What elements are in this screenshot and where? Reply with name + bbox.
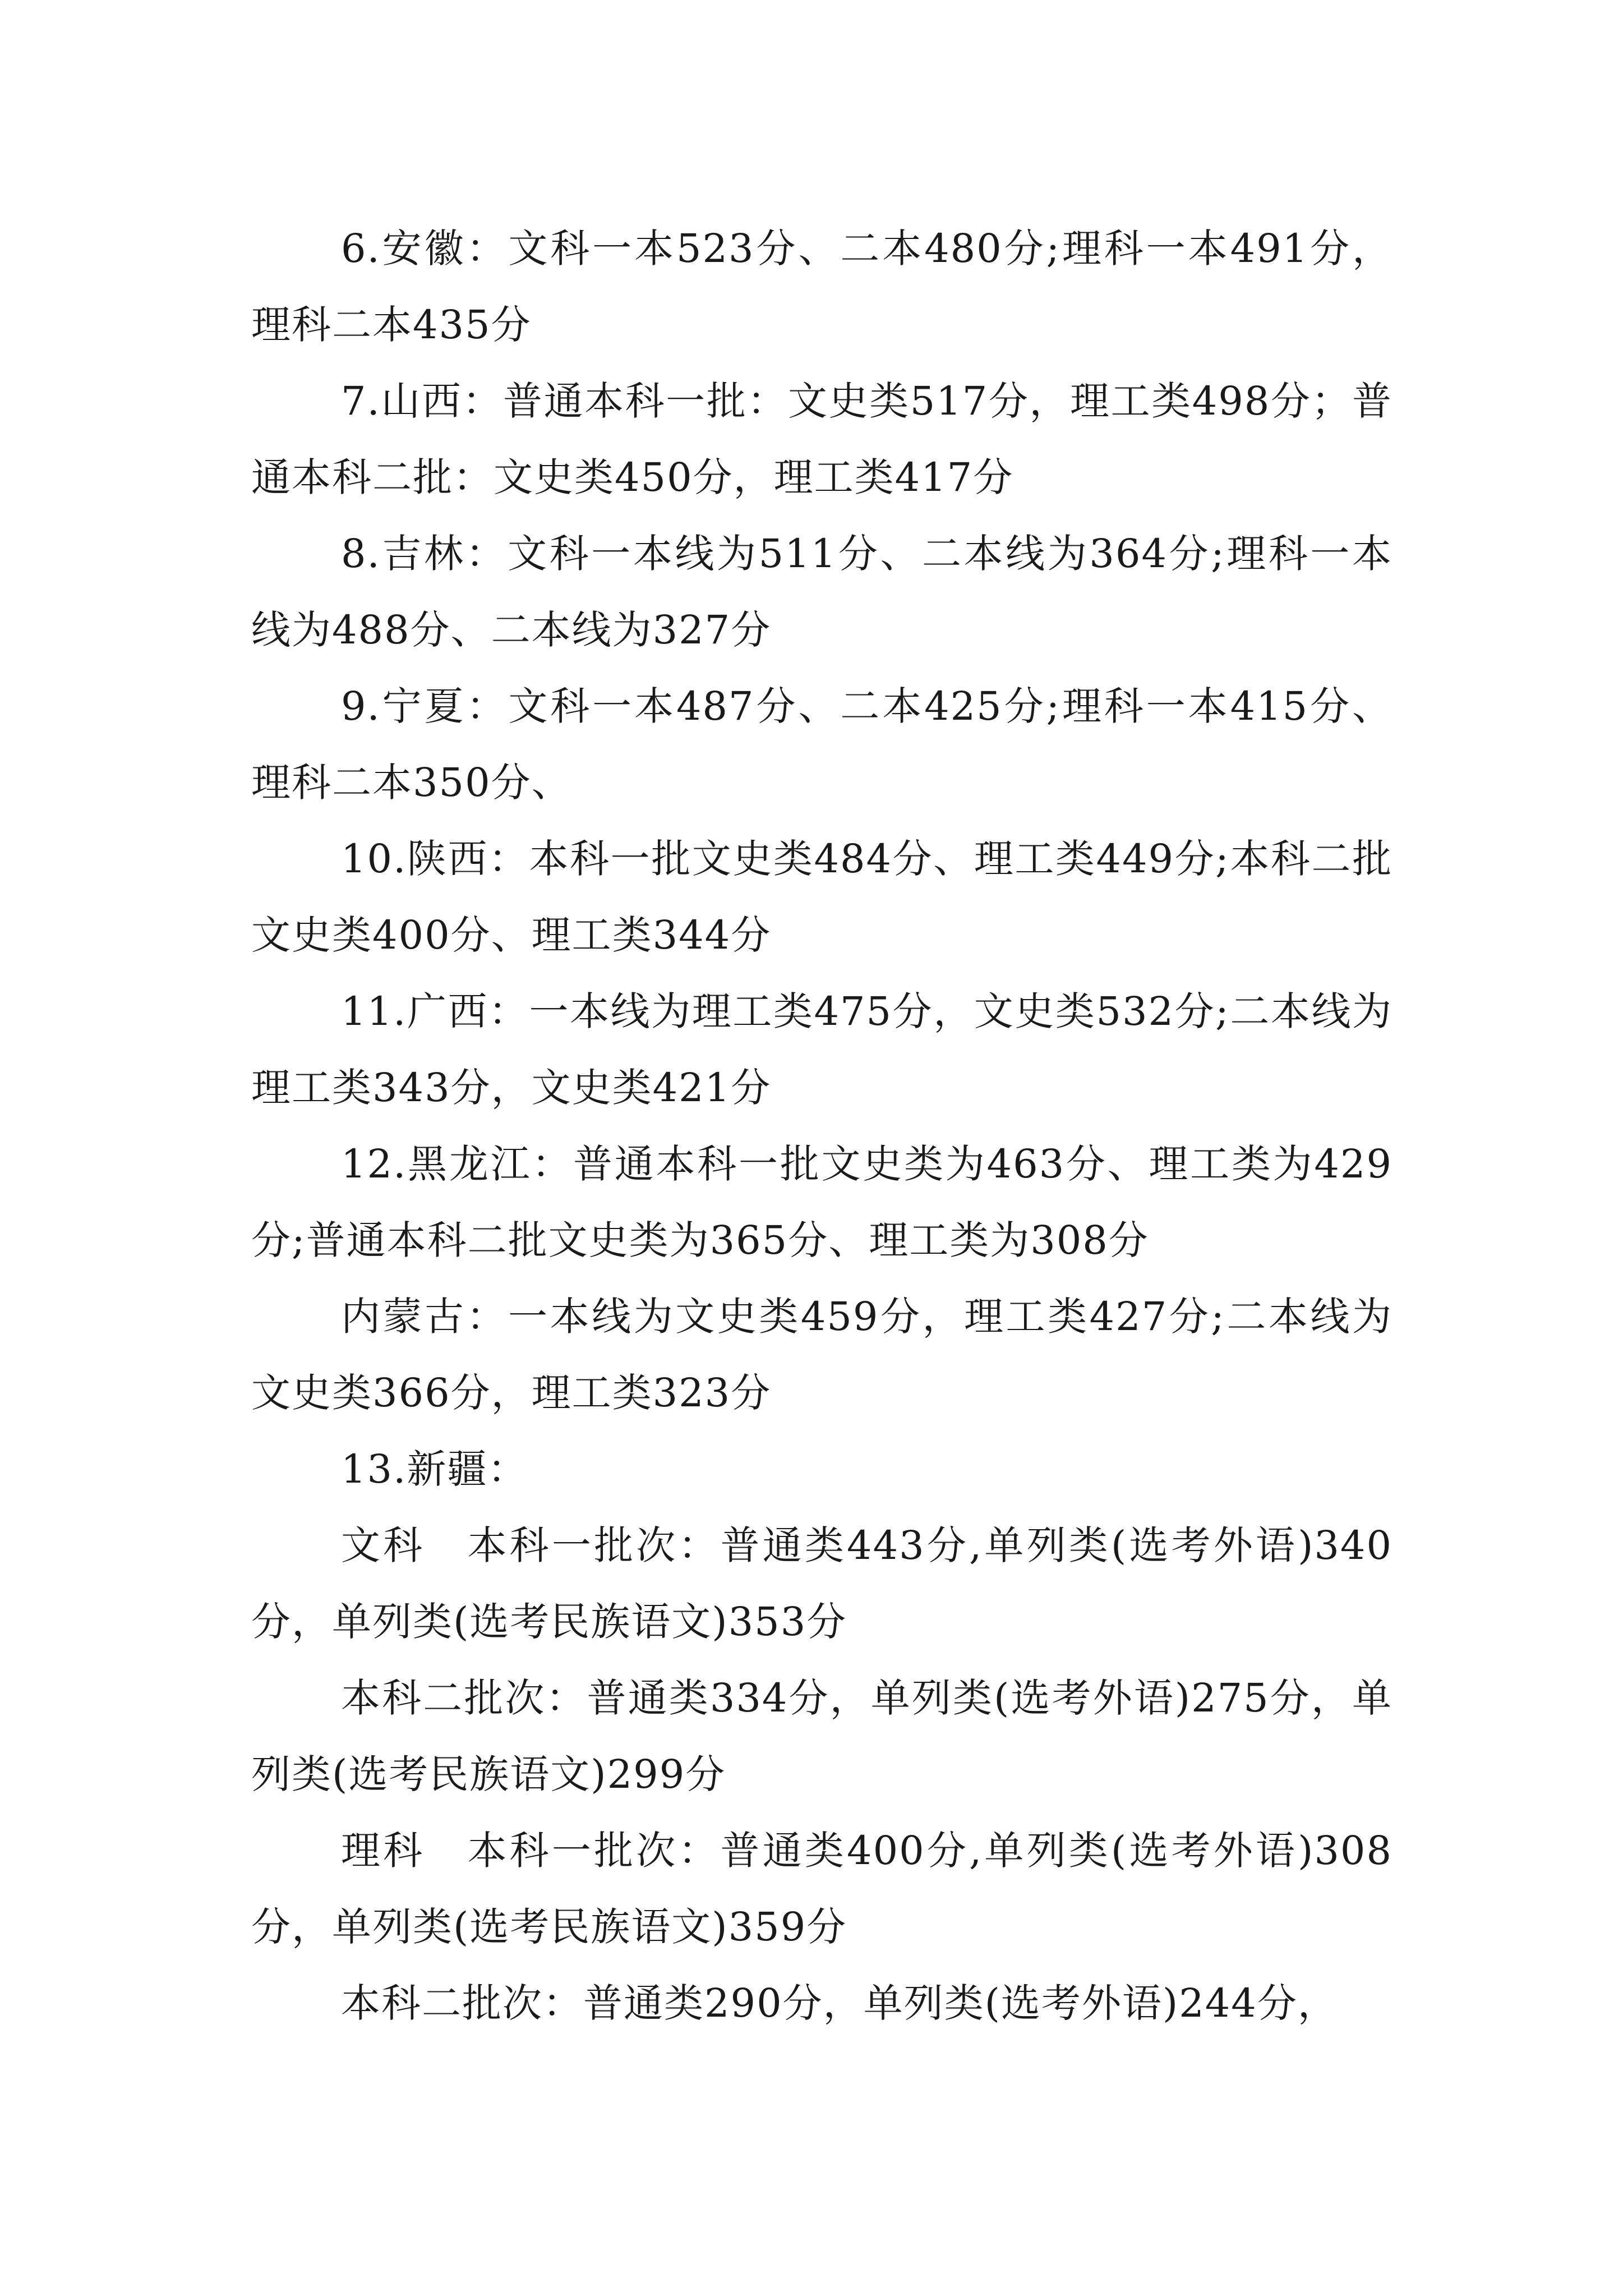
paragraph-xinjiang-heading: 13.新疆： [341,1446,528,1492]
paragraph-shanxi: 7.山西：普通本科一批：文史类517分，理工类498分；普通本科二批：文史类450分，理工类417分 [251,378,1393,500]
paragraph-xinjiang-arts-batch2: 本科二批次：普通类334分，单列类(选考外语)275分，单列类(选考民族语文)299分 [251,1675,1393,1797]
paragraph-xinjiang-science-batch1: 理科 本科一批次：普通类400分,单列类(选考外语)308分，单列类(选考民族语文)359分 [251,1828,1393,1950]
paragraph-heilongjiang: 12.黑龙江：普通本科一批文史类为463分、理工类为429分;普通本科二批文史类为365分、理工类为308分 [251,1141,1393,1263]
paragraph-shaanxi: 10.陕西：本科一批文史类484分、理工类449分;本科二批文史类400分、理工类344分 [251,836,1393,958]
paragraph-neimenggu: 内蒙古：一本线为文史类459分，理工类427分;二本线为文史类366分，理工类323分 [251,1294,1393,1416]
paragraph-jilin: 8.吉林：文科一本线为511分、二本线为364分;理科一本线为488分、二本线为327分 [251,531,1393,653]
document-body [251,210,1393,2041]
paragraph-xinjiang-arts-batch1: 文科 本科一批次：普通类443分,单列类(选考外语)340分，单列类(选考民族语文)353分 [251,1522,1393,1645]
paragraph-ningxia: 9.宁夏：文科一本487分、二本425分;理科一本415分、理科二本350分、 [251,683,1393,806]
paragraph-guangxi: 11.广西：一本线为理工类475分，文史类532分;二本线为理工类343分，文史类421分 [251,988,1393,1111]
paragraph-xinjiang-science-batch2: 本科二批次：普通类290分，单列类(选考外语)244分， [341,1980,1338,2026]
paragraph-anhui: 6.安徽：文科一本523分、二本480分;理科一本491分，理科二本435分 [251,226,1393,348]
